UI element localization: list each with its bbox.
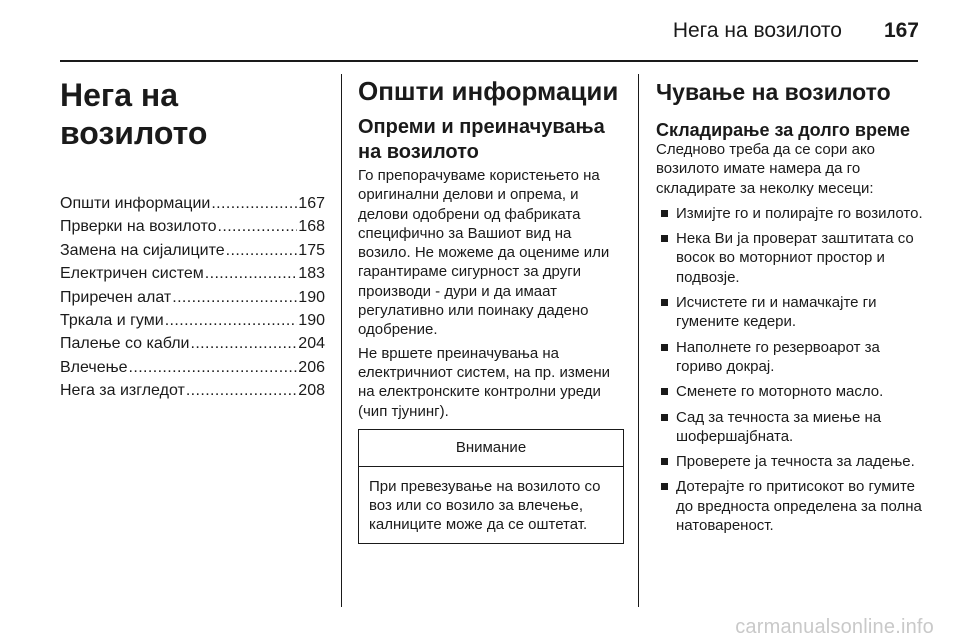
toc-entry-page: 168 bbox=[298, 218, 325, 236]
storage-column bbox=[656, 78, 924, 541]
list-item-text: Измијте го и полирајте го возилото. bbox=[676, 204, 923, 222]
square-bullet-icon bbox=[661, 235, 668, 242]
list-item bbox=[656, 452, 924, 471]
page-number: 167 bbox=[883, 19, 919, 42]
caution-notice-box bbox=[358, 429, 624, 544]
body-paragraph: Не вршете преиначувања на електричниот систем, на пр. измени на електронските контролни уреди (чип тјунинг). bbox=[358, 344, 611, 420]
storage-checklist bbox=[656, 204, 924, 535]
toc-entry-page: 206 bbox=[298, 358, 325, 376]
toc-entry-text: Тркала и гуми bbox=[60, 311, 164, 329]
toc-leader-dots bbox=[205, 262, 298, 285]
toc-entry-page: 190 bbox=[298, 288, 325, 306]
section-title: Чување на возилото bbox=[656, 79, 891, 105]
toc-leader-dots bbox=[165, 309, 298, 332]
toc-leader-dots bbox=[172, 286, 297, 309]
square-bullet-icon bbox=[661, 388, 668, 395]
toc-entry-page: 167 bbox=[298, 195, 325, 212]
subsection-title: Складирање за долго време bbox=[656, 120, 911, 140]
toc-entry-page: 204 bbox=[298, 335, 325, 353]
general-info-column bbox=[358, 76, 623, 544]
toc-entry-page: 208 bbox=[298, 382, 325, 400]
notice-title: Внимание bbox=[359, 430, 623, 467]
square-bullet-icon bbox=[661, 299, 668, 306]
header-rule bbox=[60, 60, 918, 62]
square-bullet-icon bbox=[661, 483, 668, 490]
toc-leader-dots bbox=[129, 356, 298, 379]
toc-entry-text: Влечење bbox=[60, 358, 128, 376]
watermark: carmanualsonline.info bbox=[735, 616, 934, 638]
toc-entry[interactable] bbox=[60, 215, 325, 238]
toc-entry-text: Замена на сијалиците bbox=[60, 241, 225, 259]
toc-entry[interactable] bbox=[60, 379, 325, 402]
toc-entry-text: Нега за изгледот bbox=[60, 382, 185, 400]
square-bullet-icon bbox=[661, 344, 668, 351]
toc-entry-page: 190 bbox=[298, 311, 325, 329]
subsection-title: Опреми и преиначувања на возилото bbox=[358, 116, 605, 163]
toc-leader-dots bbox=[226, 239, 298, 262]
toc-entry[interactable] bbox=[60, 309, 325, 332]
toc-entry[interactable] bbox=[60, 286, 325, 309]
body-paragraph: Го препорачуваме користењето на оригинални делови и опрема, и делови одобрени од фабриката специфично за Вашиот вид на возило. Не можеме да оцениме или гарантираме сигурност за други производи - дури и да имаат регулативно или поинаку дадено одобрение. bbox=[358, 167, 610, 339]
notice-body: При превезување на возилото со воз или со возило за влечење, калниците може да се оштетат. bbox=[369, 477, 601, 534]
toc-leader-dots bbox=[190, 332, 297, 355]
toc-entry-text: Прверки на возилото bbox=[60, 218, 217, 236]
toc-entry-page: 183 bbox=[298, 265, 325, 283]
toc-entry[interactable] bbox=[60, 332, 325, 355]
toc-leader-dots bbox=[211, 192, 297, 215]
toc-entry-page: 175 bbox=[298, 241, 325, 259]
toc-entry[interactable] bbox=[60, 192, 325, 215]
column-divider-left bbox=[341, 74, 342, 607]
square-bullet-icon bbox=[661, 210, 668, 217]
list-item bbox=[656, 338, 924, 377]
list-item-text: Проверете ја течноста за ладење. bbox=[676, 453, 915, 471]
page-header-title: Нега на возилото bbox=[672, 19, 842, 42]
body-paragraph: Следново треба да се сори ако возилото имате намера да го складирате за неколку месеци: bbox=[656, 141, 876, 197]
toc-entry-text: Општи информации bbox=[60, 195, 211, 212]
list-item bbox=[656, 382, 924, 401]
section-title: Општи информации bbox=[358, 76, 619, 106]
toc-entry-text: Електричен систем bbox=[60, 265, 204, 283]
toc-entry[interactable] bbox=[60, 239, 325, 262]
list-item bbox=[656, 408, 924, 447]
toc-leader-dots bbox=[218, 215, 298, 238]
chapter-title: Нега на возилото bbox=[60, 77, 208, 151]
list-item-text: Исчистете ги и намачкајте ги гумените кедери. bbox=[676, 294, 877, 331]
column-divider-right bbox=[638, 74, 639, 607]
list-item-text: Наполнете го резервоарот за гориво докрај. bbox=[676, 338, 880, 375]
list-item bbox=[656, 229, 924, 287]
table-of-contents bbox=[60, 192, 325, 403]
list-item-text: Сад за течноста за миење на шофершајбната. bbox=[676, 408, 882, 445]
square-bullet-icon bbox=[661, 458, 668, 465]
toc-entry[interactable] bbox=[60, 356, 325, 379]
list-item-text: Нека Ви ја проверат заштитата со восок во моторниот простор и подвозје. bbox=[676, 230, 914, 286]
chapter-column bbox=[60, 76, 325, 403]
list-item-text: Сменете го моторното масло. bbox=[676, 383, 884, 401]
toc-entry[interactable] bbox=[60, 262, 325, 285]
list-item bbox=[656, 204, 924, 223]
toc-entry-text: Палење со кабли bbox=[60, 335, 190, 353]
square-bullet-icon bbox=[661, 414, 668, 421]
toc-entry-text: Приречен алат bbox=[60, 288, 172, 306]
list-item-text: Дотерајте го притисокот во гумите до вредноста определена за полна натовареност. bbox=[676, 478, 922, 535]
list-item bbox=[656, 477, 924, 535]
list-item bbox=[656, 293, 924, 332]
toc-leader-dots bbox=[186, 379, 297, 402]
